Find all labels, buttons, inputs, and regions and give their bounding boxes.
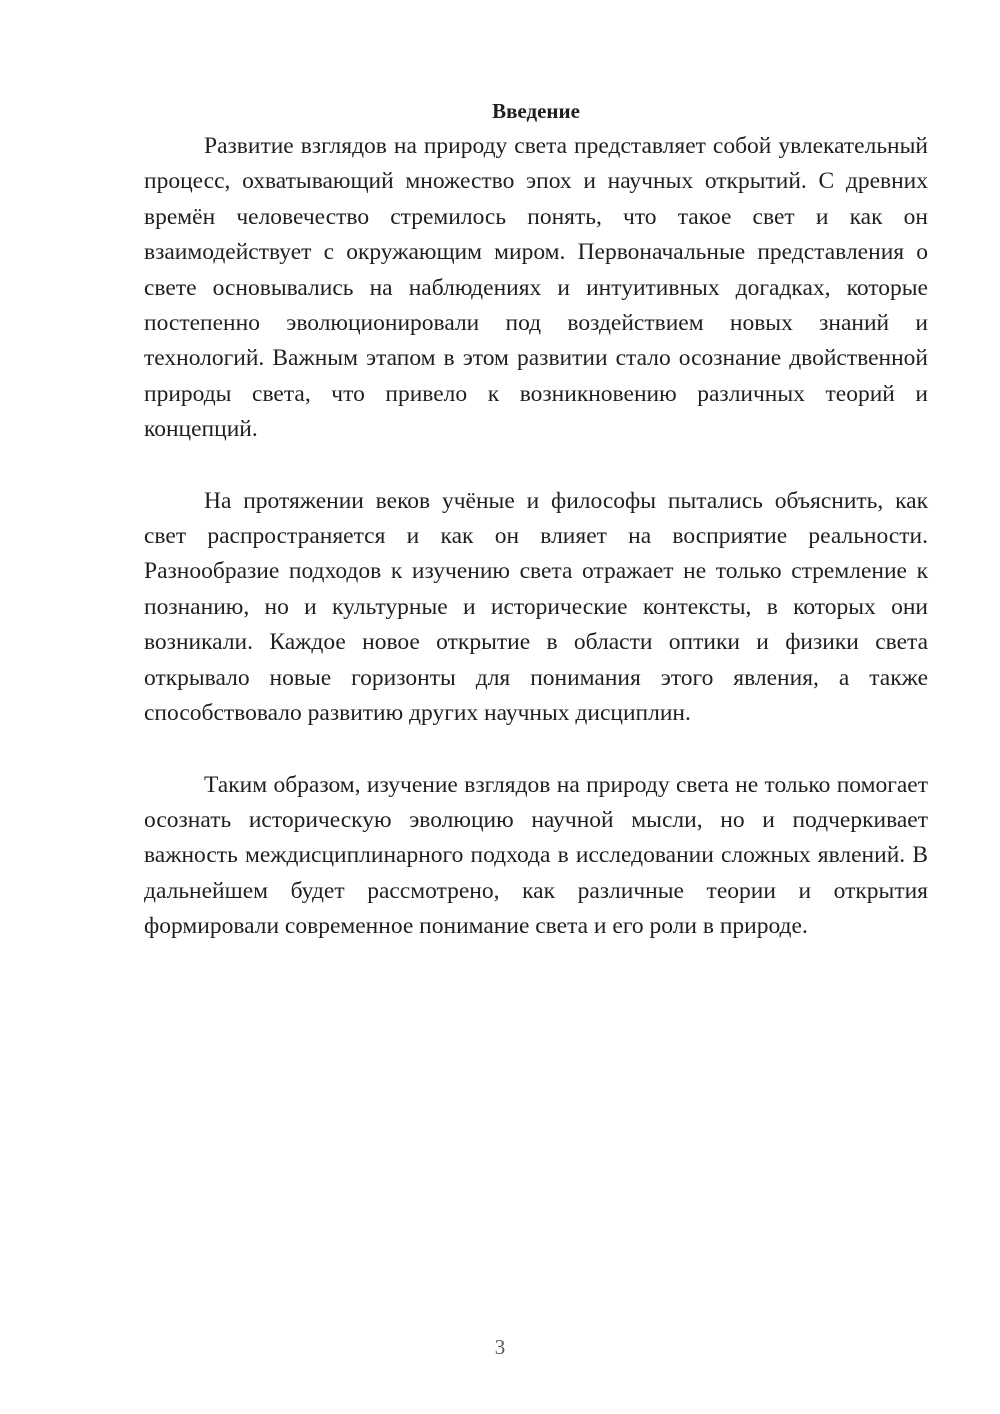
paragraph: Таким образом, изучение взглядов на природу света не только помогает осознать историческую эволюцию научной мысли, но и подчеркивает важность междисциплинарного подхода в исследовании сложных явлений. В дальнейшем будет рассмотрено, как различные теории и открытия формировали современное понимание света и его роли в природе. xyxy=(144,771,928,940)
section-heading: Введение xyxy=(492,99,580,123)
page-number: 3 xyxy=(494,1335,506,1359)
paragraph: Развитие взглядов на природу света представляет собой увлекательный процесс, охватывающий множество эпох и научных открытий. С древних времён человечество стремилось понять, что такое свет и как он взаимодействует с окружающим миром. Первоначальные представления о свете основывались на наблюдениях и интуитивных догадках, которые постепенно эволюционировали под воздействием новых знаний и технологий. Важным этапом в этом развитии стало осознание двойственной природы света, что привело к возникновению различных теорий и концепций. xyxy=(144,133,928,443)
page-content xyxy=(144,96,928,981)
paragraph: На протяжении веков учёные и философы пытались объяснить, как свет распространяется и как он влияет на восприятие реальности. Разнообразие подходов к изучению света отражает не только стремление к познанию, но и культурные и исторические контексты, в которых они возникали. Каждое новое открытие в области оптики и физики света открывало новые горизонты для понимания этого явления, а также способствовало развитию других научных дисциплин. xyxy=(144,487,928,727)
